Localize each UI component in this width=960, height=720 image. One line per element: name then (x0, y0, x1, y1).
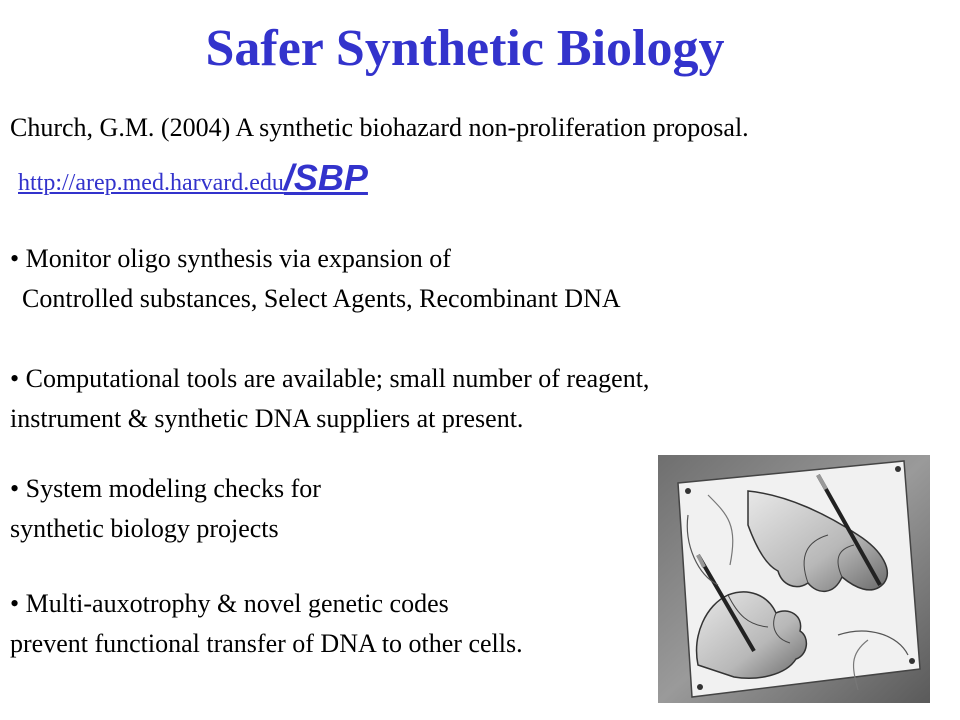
bullet-1-line-1: • Monitor oligo synthesis via expansion of (10, 244, 451, 273)
drawing-hands-artwork-icon (658, 455, 930, 703)
drawing-hands-illustration (658, 455, 930, 703)
citation-text: Church, G.M. (2004) A synthetic biohazard non-proliferation proposal. (10, 113, 749, 142)
bullet-2-line-2: instrument & synthetic DNA suppliers at present. (10, 404, 524, 433)
bullet-4-line-2: prevent functional transfer of DNA to other cells. (10, 629, 523, 658)
bullet-3-line-2: synthetic biology projects (10, 514, 279, 543)
bullet-2-line-1: • Computational tools are available; small number of reagent, (10, 364, 650, 393)
reference-link-suffix[interactable]: /SBP (283, 157, 368, 198)
bullet-4-line-1: • Multi-auxotrophy & novel genetic codes (10, 589, 449, 618)
slide-title: Safer Synthetic Biology (205, 20, 725, 77)
bullet-3-line-1: • System modeling checks for (10, 474, 321, 503)
reference-link-line (18, 156, 368, 199)
reference-link[interactable]: http://arep.med.harvard.edu (18, 170, 284, 196)
bullet-1-line-2: Controlled substances, Select Agents, Recombinant DNA (22, 284, 621, 313)
